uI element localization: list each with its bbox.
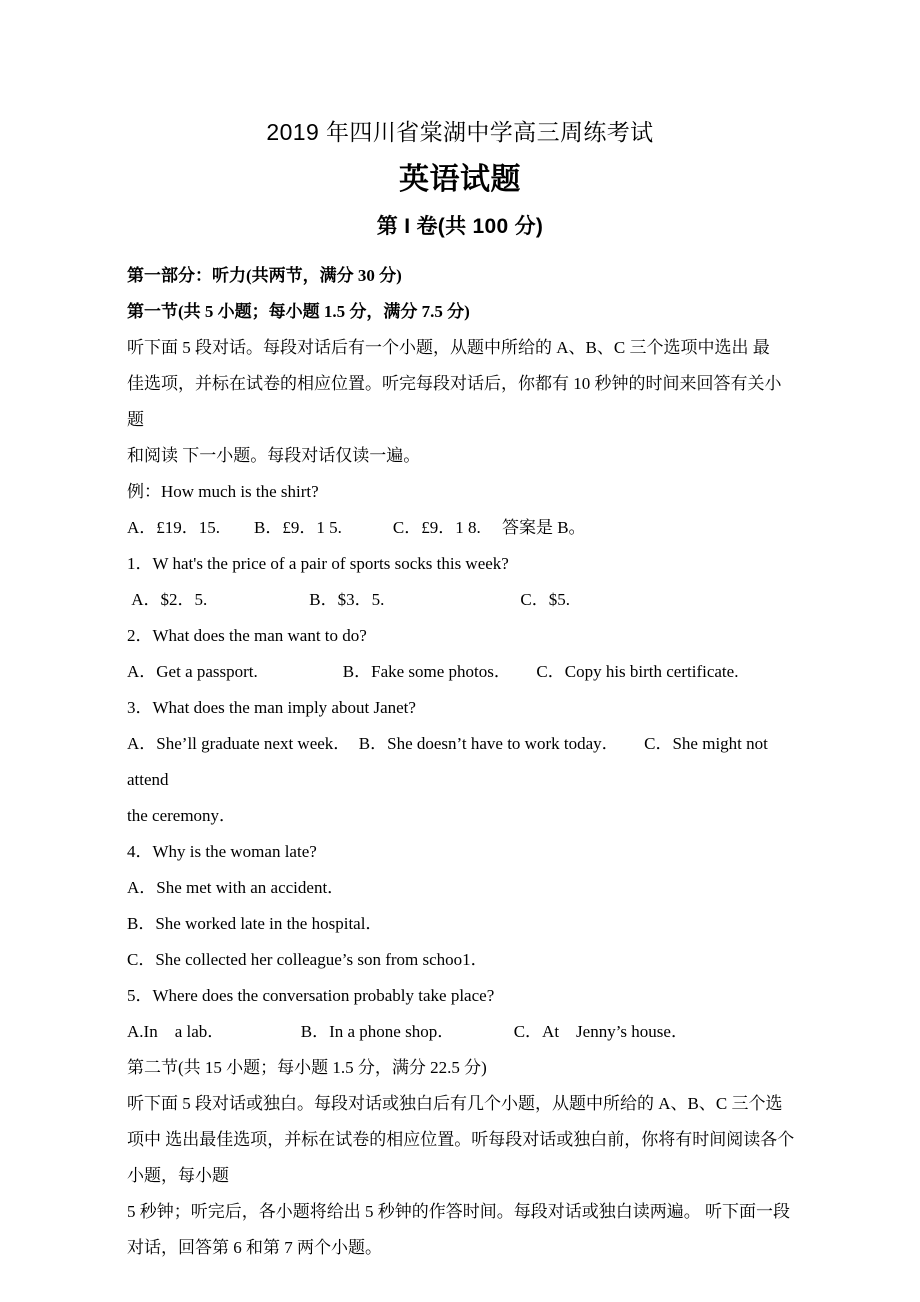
question-1-options: A．$2．5. B．$3．5. C．$5. — [127, 590, 570, 609]
exam-body — [127, 258, 795, 1266]
question-4-stem: 4．Why is the woman late? — [127, 842, 317, 861]
volume-heading: 第 I 卷(共 100 分) — [376, 215, 544, 239]
part-one-heading: 第一部分：听力(共两节，满分 30 分) — [127, 266, 402, 285]
question-4-option-b: B．She worked late in the hospital． — [127, 914, 383, 933]
example-question: 例：How much is the shirt? — [127, 482, 319, 501]
question-5-options: A.In a lab． B．In a phone shop． C．At Jenny’s house． — [127, 1022, 688, 1041]
question-2-stem: 2．What does the man want to do? — [127, 626, 367, 645]
section-two-instructions-line-5: 对话，回答第 6 和第 7 两个小题。 — [127, 1238, 382, 1257]
example-options: A．£19．15. B．£9．1 5. C．£9．1 8. 答案是 B。 — [127, 518, 586, 537]
section-one-instructions-line-3: 和阅读 下一小题。每段对话仅读一遍。 — [127, 446, 421, 465]
question-3-stem: 3．What does the man imply about Janet? — [127, 698, 416, 717]
section-two-heading: 第二节(共 15 小题；每小题 1.5 分，满分 22.5 分) — [127, 1058, 487, 1077]
question-3-options-line-2: the ceremony． — [127, 806, 237, 825]
question-4-option-c: C．She collected her colleague’s son from schoo1． — [127, 950, 488, 969]
section-two-instructions-line-1: 听下面 5 段对话或独白。每段对话或独白后有几个小题，从题中所给的 A、B、C 三个选 — [127, 1094, 783, 1113]
page-subtitle: 英语试题 — [399, 162, 521, 196]
section-two-instructions-line-3: 小题，每小题 — [127, 1166, 229, 1185]
question-1-stem: 1．W hat's the price of a pair of sports socks this week? — [127, 554, 509, 573]
section-one-instructions-line-2: 佳选项，并标在试卷的相应位置。听完每段对话后，你都有 10 秒钟的时间来回答有关小题 — [127, 374, 782, 429]
section-two-instructions-line-4: 5 秒钟；听完后，各小题将给出 5 秒钟的作答时间。每段对话或独白读两遍。 听下面一段 — [127, 1202, 790, 1221]
section-one-heading: 第一节(共 5 小题；每小题 1.5 分，满分 7.5 分) — [127, 302, 470, 321]
section-one-instructions-line-1: 听下面 5 段对话。每段对话后有一个小题，从题中所给的 A、B、C 三个选项中选出 最 — [127, 338, 770, 357]
section-two-instructions-line-2: 项中 选出最佳选项，并标在试卷的相应位置。听每段对话或独白前，你将有时间阅读各个 — [127, 1130, 795, 1149]
question-5-stem: 5．Where does the conversation probably take place? — [127, 986, 495, 1005]
question-4-option-a: A．She met with an accident． — [127, 878, 345, 897]
page-title: 2019 年四川省棠湖中学高三周练考试 — [266, 119, 654, 145]
question-2-options: A．Get a passport. B．Fake some photos． C．Copy his birth certificate. — [127, 662, 739, 681]
question-3-options-line-1: A．She’ll graduate next week． B．She doesn’t have to work today． C．She might not attend — [127, 734, 773, 789]
